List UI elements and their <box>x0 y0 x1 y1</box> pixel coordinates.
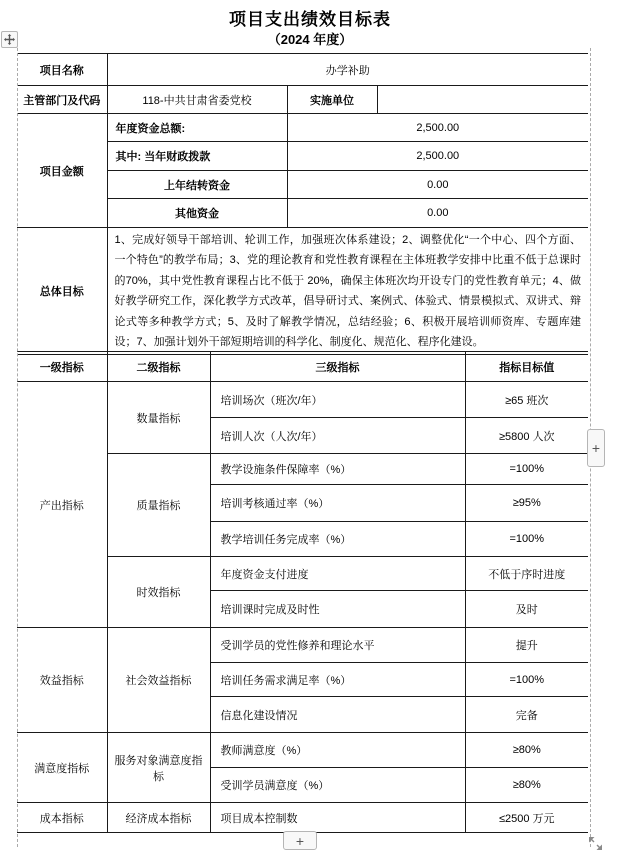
amount-row-label: 其中: 当年财政拨款 <box>107 142 287 171</box>
indicator-name: 培训任务需求满足率（%） <box>210 663 465 697</box>
level1-benefit: 效益指标 <box>17 628 107 733</box>
amount-row-label: 其他资金 <box>107 199 287 228</box>
project-name-value: 办学补助 <box>107 54 588 86</box>
level2-service-satisfaction: 服务对象满意度指标 <box>107 733 210 803</box>
page-subtitle: （2024 年度） <box>267 32 353 47</box>
left-text-boundary <box>17 48 18 847</box>
level1-satisfaction: 满意度指标 <box>17 733 107 803</box>
indicator-target: ≥80% <box>465 733 588 768</box>
level2-economic-cost: 经济成本指标 <box>107 803 210 833</box>
overall-goal-text: 1、完成好领导干部培训、轮训工作，加强班次体系建设；2、调整优化“一个中心、四个方面、一个特色”的教学布局；3、党的理论教育和党性教育课程在主体班教学安排中比重不低于总课时的70%，其中党性教育课程占比不低于 20%，确保主体班次均开设专门的党性教育单元；4、做好教学研究工作，深化教学方式改革，倡导研讨式、案例式、体验式、情景模拟式、双讲式、辩论式等多种教学方式；5、及时了解教学情况，总结经验；6、积极开展培训师资库、专题库建设；7、加强计划外干部短期培训的科学化、制度化、规范化、程序化建设。 <box>107 228 588 355</box>
plus-icon: + <box>295 832 305 849</box>
table-resize-handle[interactable] <box>588 836 604 853</box>
impl-unit-value <box>377 86 588 114</box>
project-info-table <box>17 53 588 355</box>
dept-code-value: 118-中共甘肃省委党校 <box>107 86 287 114</box>
indicator-target: =100% <box>465 663 588 697</box>
indicator-name: 受训学员满意度（%） <box>210 768 465 803</box>
indicator-target: 提升 <box>465 628 588 663</box>
indicator-target: 完备 <box>465 697 588 733</box>
indicator-name: 年度资金支付进度 <box>210 557 465 591</box>
dept-code-label: 主管部门及代码 <box>17 86 107 114</box>
move-icon <box>4 34 15 45</box>
header-level1: 一级指标 <box>17 352 107 382</box>
indicator-name: 培训课时完成及时性 <box>210 591 465 628</box>
plus-icon: + <box>591 440 601 456</box>
level2-social-benefit: 社会效益指标 <box>107 628 210 733</box>
indicator-name: 受训学员的党性修养和理论水平 <box>210 628 465 663</box>
indicator-target: =100% <box>465 522 588 557</box>
amount-row-value: 0.00 <box>287 199 588 228</box>
amount-row-value: 0.00 <box>287 171 588 199</box>
indicator-name: 项目成本控制数 <box>210 803 465 833</box>
header-target: 指标目标值 <box>465 352 588 382</box>
indicator-name: 信息化建设情况 <box>210 697 465 733</box>
indicator-target: 不低于序时进度 <box>465 557 588 591</box>
level2-timeliness: 时效指标 <box>107 557 210 628</box>
indicator-target: ≥80% <box>465 768 588 803</box>
impl-unit-label: 实施单位 <box>287 86 377 114</box>
indicator-target: ≥5800 人次 <box>465 418 588 454</box>
header-level3: 三级指标 <box>210 352 465 382</box>
indicators-table <box>17 351 588 833</box>
page-title: 项目支出绩效目标表 <box>229 10 391 29</box>
amount-label: 项目金额 <box>17 114 107 228</box>
header-level2: 二级指标 <box>107 352 210 382</box>
project-name-label: 项目名称 <box>17 54 107 86</box>
level2-quality: 质量指标 <box>107 454 210 557</box>
indicator-name: 培训人次（人次/年） <box>210 418 465 454</box>
indicator-name: 培训场次（班次/年） <box>210 382 465 418</box>
add-column-button[interactable] <box>587 429 605 467</box>
indicator-target: ≥95% <box>465 485 588 522</box>
indicator-name: 教学设施条件保障率（%） <box>210 454 465 485</box>
indicator-target: ≤2500 万元 <box>465 803 588 833</box>
amount-row-value: 2,500.00 <box>287 142 588 171</box>
resize-diagonal-icon <box>588 836 604 851</box>
amount-row-value: 2,500.00 <box>287 114 588 142</box>
level2-quantity: 数量指标 <box>107 382 210 454</box>
overall-goal-label: 总体目标 <box>17 228 107 355</box>
indicator-name: 教学培训任务完成率（%） <box>210 522 465 557</box>
level1-cost: 成本指标 <box>17 803 107 833</box>
indicator-target: 及时 <box>465 591 588 628</box>
amount-row-label: 上年结转资金 <box>107 171 287 199</box>
table-move-handle[interactable] <box>1 31 18 48</box>
indicator-name: 教师满意度（%） <box>210 733 465 768</box>
amount-row-label: 年度资金总额: <box>107 114 287 142</box>
indicator-target: =100% <box>465 454 588 485</box>
add-row-button[interactable] <box>283 831 317 850</box>
indicator-target: ≥65 班次 <box>465 382 588 418</box>
level1-output: 产出指标 <box>17 382 107 628</box>
indicator-name: 培训考核通过率（%） <box>210 485 465 522</box>
